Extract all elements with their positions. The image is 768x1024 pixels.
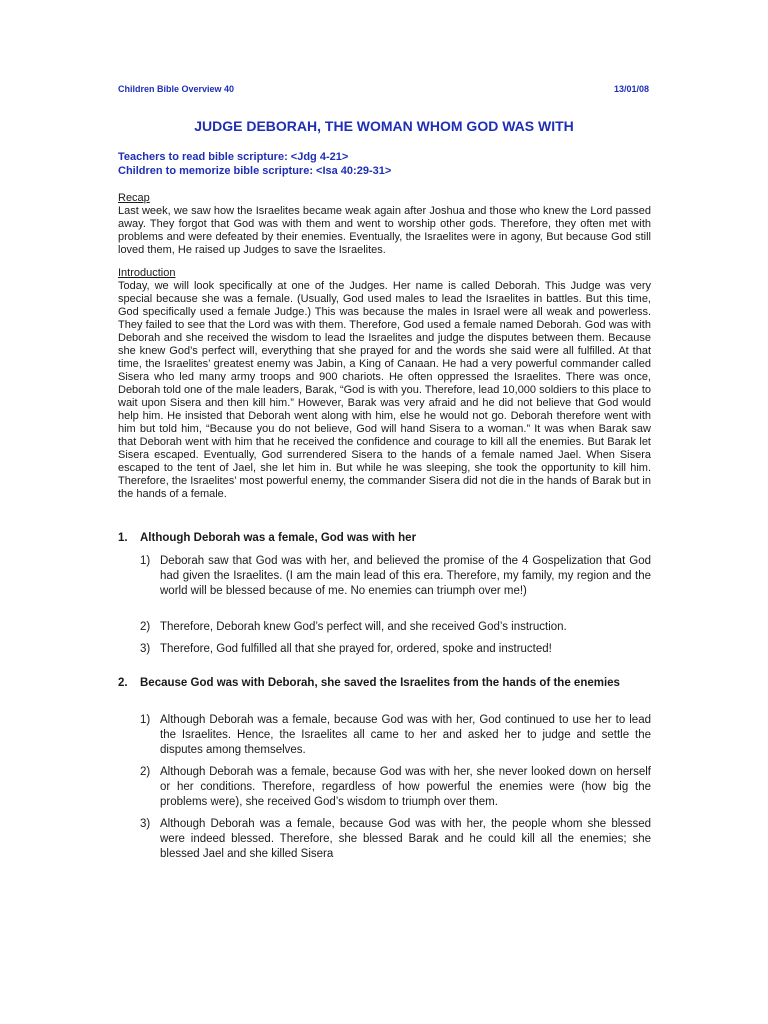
item-text: Although Deborah was a female, because God was with her, the people whom she blessed were indeed blessed. Therefore, she blessed Barak and he could kill all the enemies; she blessed Jael and she killed Sisera (160, 818, 651, 860)
item-text: Although Deborah was a female, because God was with her, God continued to use her to lead the Israelites. Hence, the Israelites all came to her and asked her to judge and settle the disputes among themselves. (160, 714, 651, 756)
recap-label: Recap (118, 192, 150, 204)
document-title: JUDGE DEBORAH, THE WOMAN WHOM GOD WAS WITH (194, 118, 574, 134)
item-number: 2) (140, 766, 151, 778)
header-date: 13/01/08 (614, 84, 650, 94)
introduction-label: Introduction (118, 267, 176, 279)
item-text: Therefore, God fulfilled all that she prayed for, ordered, spoke and instructed! (160, 643, 552, 655)
section-1-number: 1. (118, 532, 128, 544)
teachers-scripture-line: Teachers to read bible scripture: <Jdg 4-21> (118, 151, 349, 163)
item-text: Although Deborah was a female, because God was with her, she never looked down on herself or her conditions. Therefore, regardless of how powerful the enemies were (how big the problems were), she received God’s wisdom to triumph over them. (160, 766, 651, 808)
section-2-heading (118, 676, 651, 708)
header-series-title: Children Bible Overview 40 (118, 84, 235, 94)
recap-paragraph: Last week, we saw how the Israelites became weak again after Joshua and those who knew the Lord passed away. They forgot that God was with them and went to worship other gods. Therefore, they often met with problems and were defeated by their enemies. Eventually, the Israelites were in agony, But because God still loved them, He raised up Judges to save the Israelites. (118, 205, 651, 256)
children-scripture-line: Children to memorize bible scripture: <Isa 40:29-31> (118, 165, 392, 177)
section-2-number: 2. (118, 677, 128, 689)
item-text: Deborah saw that God was with her, and believed the promise of the 4 Gospelization that God had given the Israelites. (I am the main lead of this era. Therefore, my family, my region and the world will be blessed because of me. No enemies can triumph over me!) (160, 555, 651, 597)
item-number: 3) (140, 818, 151, 830)
section-1-title: Although Deborah was a female, God was with her (140, 532, 417, 544)
introduction-paragraph: Today, we will look specifically at one of the Judges. Her name is called Deborah. This Judge was very special because she was a female. (Usually, God used males to lead the Israelites in battles. But this time, God specifically used a female Judge.) This was because the males in Israel were all weak and powerless. They failed to see that the Lord was with them. Therefore, God used a female named Deborah. God was with Deborah and she received the wisdom to lead the Israelites and judge the disputes between them. Because she knew God’s perfect will, everything that she prayed for and the words she said were all fulfilled. At that time, the Israelites’ greatest enemy was Jabin, a King of Canaan. He had a very powerful commander called Sisera who led many army troops and 900 chariots. He often oppressed the Israelites. There was once, Deborah told one of the male leaders, Barak, “God is with you. Therefore, lead 10,000 soldiers to this place to wait upon Sisera and then kill him.” However, Barak was very afraid and he did not believe that God would help him. He insisted that Deborah went along with him, else he would not go. Deborah therefore went with him but told him, “Because you do not believe, God will hand Sisera to a woman.” It was when Barak saw that Deborah went with him that he received the confidence and courage to kill all the enemies. But Barak let Sisera escaped. Eventually, God surrendered Sisera to the hands of a female named Jael. When Sisera escaped to the tent of Jael, she let him in. But while he was sleeping, she took the opportunity to kill him. Therefore, the Israelites’ most powerful enemy, the commander Sisera did not die in the hands of Barak but in the hands of a female. (118, 280, 651, 500)
item-number: 3) (140, 643, 151, 655)
section-2-title: Because God was with Deborah, she saved the Israelites from the hands of the enemies (140, 677, 620, 689)
item-text: Therefore, Deborah knew God’s perfect will, and she received God’s instruction. (160, 621, 567, 633)
item-number: 1) (140, 714, 151, 726)
item-number: 2) (140, 621, 151, 633)
item-number: 1) (140, 555, 151, 567)
